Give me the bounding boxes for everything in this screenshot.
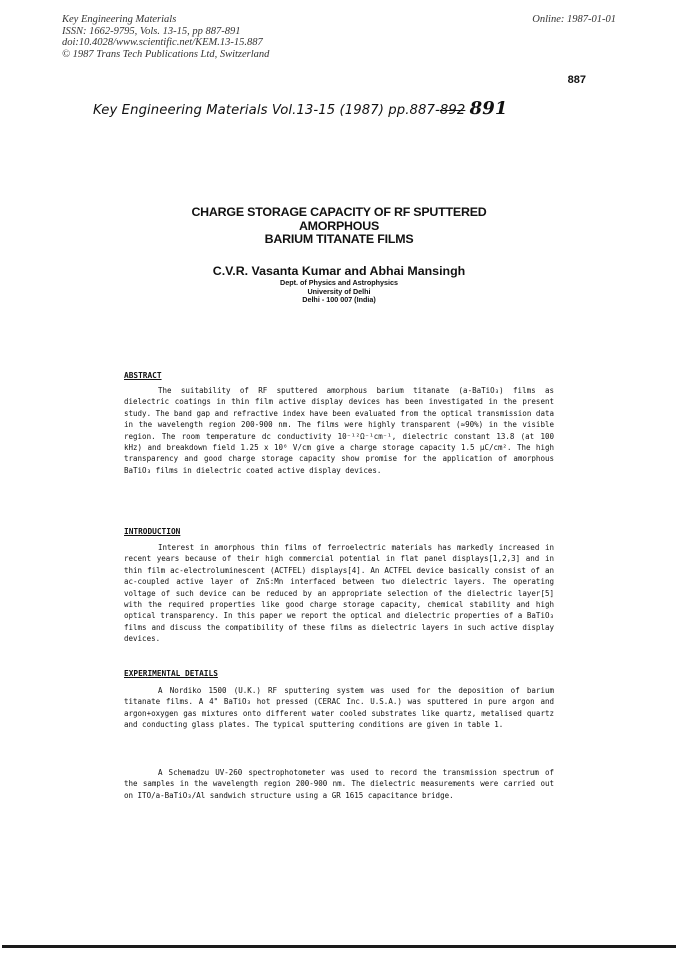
- author-list: C.V.R. Vasanta Kumar and Abhai Mansingh: [212, 264, 466, 278]
- abstract-heading: ABSTRACT: [124, 371, 162, 380]
- online-date: Online: 1987-01-01: [532, 14, 616, 25]
- experimental-paragraph-1: [124, 685, 554, 731]
- running-head-text: Key Engineering Materials Vol.13-15 (1987) pp.887-: [93, 103, 440, 118]
- journal-name: Key Engineering Materials: [62, 14, 177, 25]
- paper-title: [0, 206, 678, 247]
- affiliation: [0, 279, 678, 305]
- title-line-3: BARIUM TITANATE FILMS: [264, 232, 414, 246]
- experimental-text-2: A Schemadzu UV-260 spectrophotometer was used to record the transmission spectrum of the samples in the wavelength region 200-900 nm. The dielectric measurements were carried out on ITO/a-BaTiO₃/Al sandwich structure using a GR 1615 capacitance bridge.: [124, 768, 554, 800]
- issn-line: ISSN: 1662-9795, Vols. 13-15, pp 887-891: [62, 25, 241, 37]
- introduction-text: Interest in amorphous thin films of ferroelectric materials has markedly increased in recent years because of their high commercial potential in flat panel displays[1,2,3] and in thin film ac-electroluminescent (ACTFEL) displays[4]. An ACTFEL device basically consist of an ac-coupled active layer of ZnS:Mn interfaced between two dielectric layers. The operating voltage of such device can be reduced by an appropriate selection of the dielectric layer[5] with the required properties like good charge storage capacity, chemical stability and high optical transparency. In this paper we report the optical and dielectric properties of a BaTiO₃ films and discuss the compatibility of these films as dielectric layers in such active display devices.: [124, 543, 554, 644]
- copyright-line: © 1987 Trans Tech Publications Ltd, Switzerland: [62, 48, 270, 60]
- affiliation-university: University of Delhi: [307, 286, 371, 296]
- experimental-paragraph-2: [124, 767, 554, 801]
- affiliation-dept: Dept. of Physics and Astrophysics: [280, 278, 398, 287]
- title-line-2: AMORPHOUS: [298, 218, 380, 233]
- page-number: 887: [567, 74, 586, 86]
- experimental-heading: EXPERIMENTAL DETAILS: [124, 669, 218, 678]
- running-head: [93, 98, 508, 119]
- struck-page-end: 892: [439, 103, 466, 118]
- doi-line[interactable]: doi:10.4028/www.scientific.net/KEM.13-15.887: [62, 37, 263, 48]
- handwritten-page-end: 891: [469, 98, 508, 119]
- experimental-text-1: A Nordiko 1500 (U.K.) RF sputtering system was used for the deposition of barium titanate films. A 4" BaTiO₃ hot pressed (CERAC Inc. U.S.A.) was sputtered in pure argon and argon+oxygen gas mixtures onto different water cooled substrates like quartz, metalised quartz and conducting glass plates. The typical sputtering conditions are given in table 1.: [124, 686, 554, 730]
- introduction-heading: INTRODUCTION: [124, 527, 181, 536]
- abstract-text: The suitability of RF sputtered amorphous barium titanate (a-BaTiO₃) films as dielectric coatings in thin film active display devices has been investigated in the present study. The band gap and refractive index have been evaluated from the optical transmission data in the wavelength region 200-900 nm. The films were highly transparent (≈90%) in the visible region. The room temperature dc conductivity 10⁻¹²Ω⁻¹cm⁻¹, dielectric constant 13.8 (at 100 kHz) and breakdown field 1.25 x 10⁶ V/cm give a charge storage capacity 1.5 μC/cm². The high transparency and good charge storage capacity show promise for the application of amorphous BaTiO₃ films in dielectric coated active display devices.: [124, 386, 554, 475]
- title-line-1: CHARGE STORAGE CAPACITY OF RF SPUTTERED: [191, 205, 487, 219]
- bottom-rule: [2, 945, 676, 948]
- introduction-paragraph: [124, 542, 554, 645]
- citation-block: [62, 14, 269, 60]
- abstract-paragraph: [124, 385, 554, 476]
- affiliation-city: Delhi - 100 007 (India): [302, 295, 376, 305]
